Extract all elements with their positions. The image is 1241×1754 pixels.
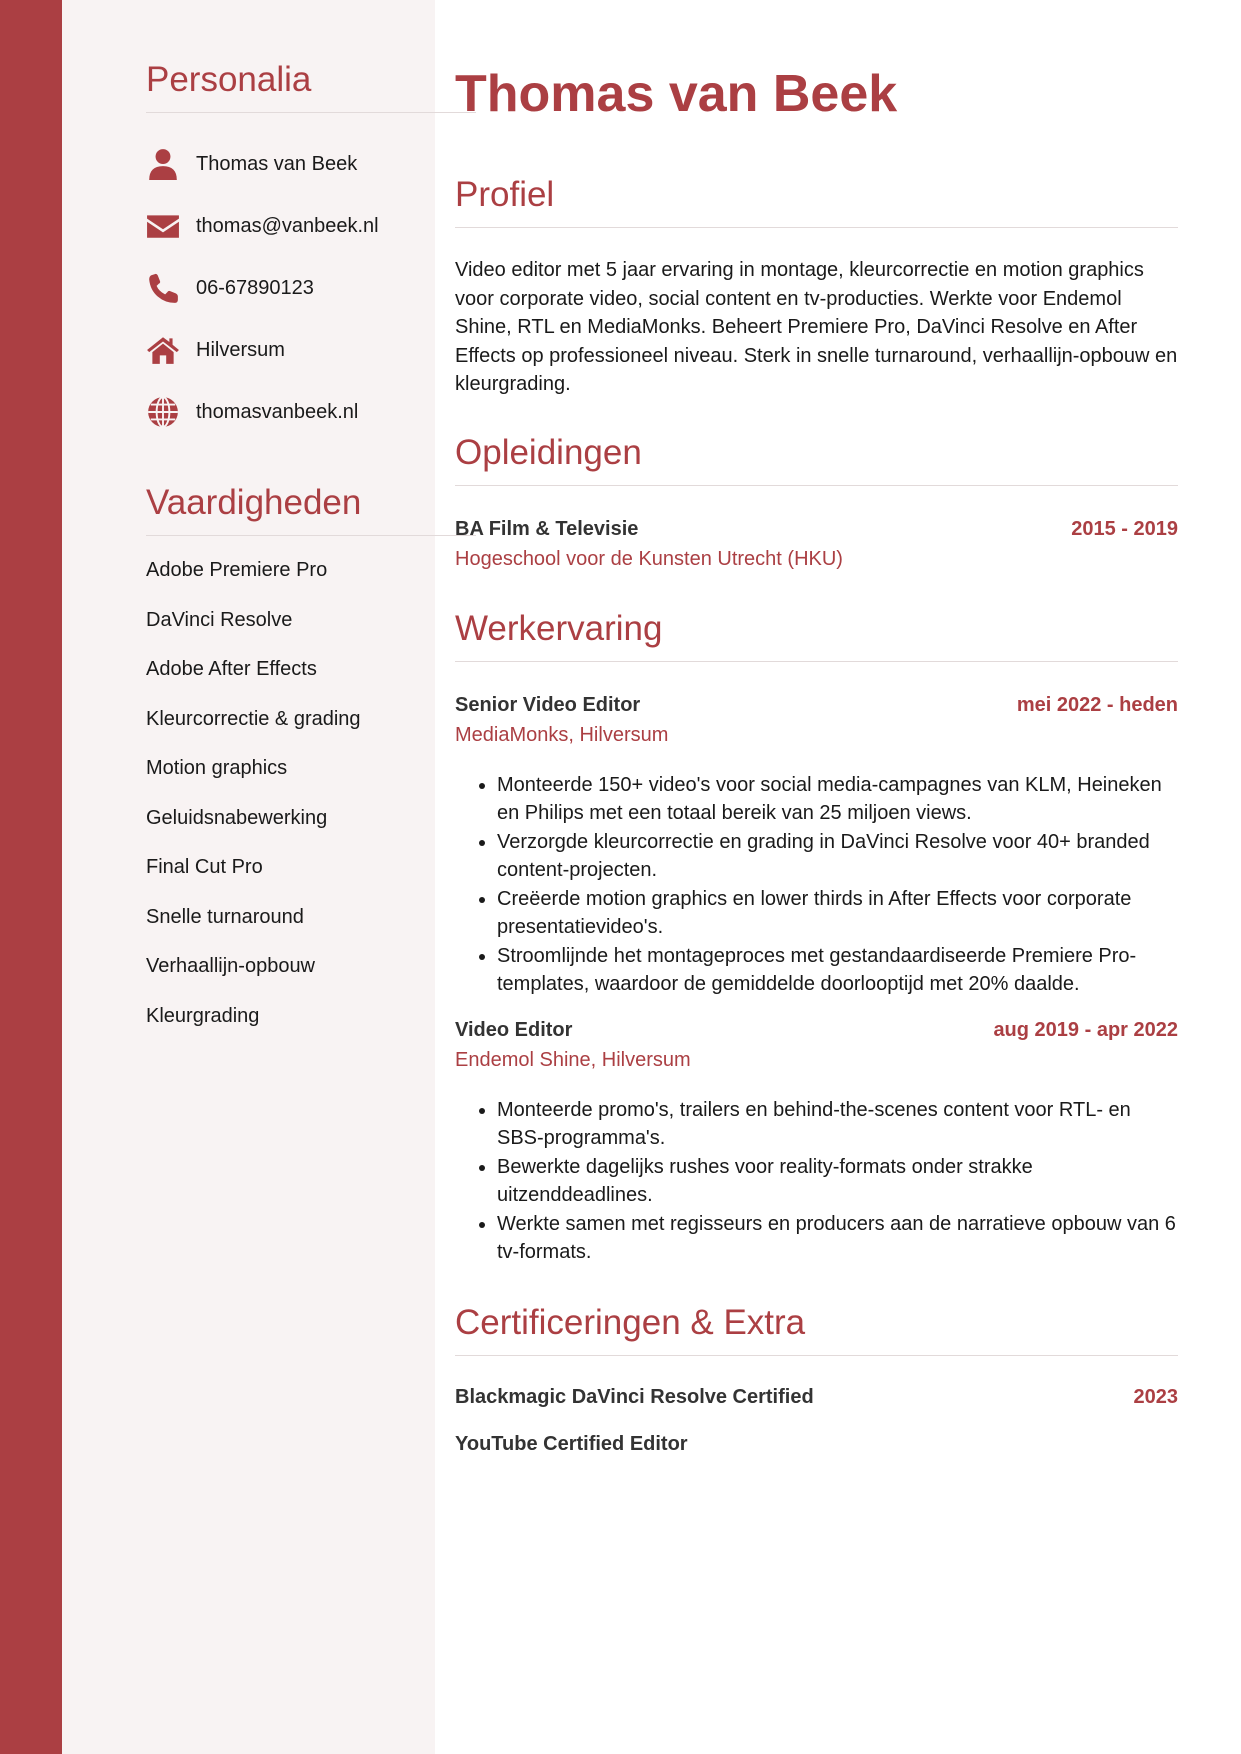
certifications-section bbox=[455, 1303, 1178, 1456]
job-date: mei 2022 - heden bbox=[1016, 693, 1178, 716]
skill-list bbox=[146, 558, 476, 1053]
skill-item: Motion graphics bbox=[146, 757, 288, 779]
certification-entry bbox=[455, 1386, 1178, 1409]
sidebar bbox=[62, 0, 435, 1754]
phone-icon bbox=[146, 271, 180, 305]
person-icon bbox=[146, 147, 180, 181]
education-date: 2015 - 2019 bbox=[1071, 517, 1178, 540]
job-employer: Endemol Shine, Hilversum bbox=[455, 1048, 691, 1071]
job-bullet: • Bewerkte dagelijks rushes voor reality-formats onder strakke uitzenddeadlines. bbox=[497, 1153, 1178, 1210]
education-title: BA Film & Televisie bbox=[455, 517, 639, 540]
work-heading: Werkervaring bbox=[455, 609, 1178, 662]
envelope-icon bbox=[146, 209, 180, 243]
profile-section bbox=[455, 175, 1178, 399]
job-bullets bbox=[455, 1096, 1178, 1267]
certification-title: YouTube Certified Editor bbox=[455, 1432, 688, 1455]
job-bullet: • Verzorgde kleurcorrectie en grading in DaVinci Resolve voor 40+ branded content-projecten. bbox=[497, 828, 1178, 885]
certification-title: Blackmagic DaVinci Resolve Certified bbox=[455, 1385, 814, 1408]
work-section bbox=[455, 609, 1178, 1267]
contact-website bbox=[146, 381, 476, 443]
contact-email-text[interactable]: thomas@vanbeek.nl bbox=[196, 214, 379, 237]
job-employer: MediaMonks, Hilversum bbox=[455, 723, 669, 746]
contact-name-text: Thomas van Beek bbox=[196, 152, 358, 175]
skill-item: Adobe After Effects bbox=[146, 658, 317, 680]
contact-list bbox=[146, 133, 476, 443]
skill-item: Final Cut Pro bbox=[146, 856, 263, 878]
job-entry bbox=[455, 694, 1178, 999]
skill-item: Kleurgrading bbox=[146, 1004, 260, 1027]
education-school: Hogeschool voor de Kunsten Utrecht (HKU) bbox=[455, 547, 843, 570]
certifications-heading: Certificeringen & Extra bbox=[455, 1303, 1178, 1356]
job-entry bbox=[455, 1019, 1178, 1267]
skill-item: Snelle turnaround bbox=[146, 905, 304, 928]
job-bullet: • Stroomlijnde het montageproces met gestandaardiseerde Premiere Pro-templates, waardoor de gemiddelde doorlooptijd met 20% daalde. bbox=[497, 942, 1178, 999]
job-bullet: • Monteerde 150+ video's voor social media-campagnes van KLM, Heineken en Philips met een totaal bereik van 25 miljoen views. bbox=[497, 771, 1178, 828]
job-date: aug 2019 - apr 2022 bbox=[993, 1018, 1178, 1041]
contact-name bbox=[146, 133, 476, 195]
job-bullet: • Creëerde motion graphics en lower thirds in After Effects voor corporate presentatievideo's. bbox=[497, 885, 1178, 942]
main-content bbox=[455, 60, 1178, 1456]
job-title: Video Editor bbox=[455, 1018, 573, 1041]
skill-item: DaVinci Resolve bbox=[146, 608, 293, 631]
personalia-heading: Personalia bbox=[146, 60, 476, 113]
skill-item: Adobe Premiere Pro bbox=[146, 559, 328, 581]
contact-phone-text: 06-67890123 bbox=[196, 276, 314, 299]
candidate-name: Thomas van Beek bbox=[455, 65, 898, 123]
skill-item: Verhaallijn-opbouw bbox=[146, 955, 316, 977]
job-bullets bbox=[455, 771, 1178, 999]
home-icon bbox=[146, 333, 180, 367]
skills-heading: Vaardigheden bbox=[146, 483, 476, 536]
sidebar-content bbox=[146, 60, 476, 1053]
globe-icon bbox=[146, 395, 180, 429]
contact-website-text[interactable]: thomasvanbeek.nl bbox=[196, 400, 359, 423]
job-title: Senior Video Editor bbox=[455, 693, 641, 716]
contact-location bbox=[146, 319, 476, 381]
profile-heading: Profiel bbox=[455, 175, 1178, 228]
contact-phone bbox=[146, 257, 476, 319]
certification-entry bbox=[455, 1433, 1178, 1456]
job-bullet: • Monteerde promo's, trailers en behind-the-scenes content voor RTL- en SBS-programma's. bbox=[497, 1096, 1178, 1153]
accent-stripe bbox=[0, 0, 62, 1754]
contact-email bbox=[146, 195, 476, 257]
skill-item: Kleurcorrectie & grading bbox=[146, 707, 361, 730]
profile-text: Video editor met 5 jaar ervaring in montage, kleurcorrectie en motion graphics voor corporate video, social content en tv-producties. Werkte voor Endemol Shine, RTL en MediaMonks. Beheert Premiere Pro, DaVinci Resolve en After Effects op professioneel niveau. Sterk in snelle turnaround, verhaallijn-opbouw en kleurgrading. bbox=[455, 259, 1178, 396]
contact-location-text: Hilversum bbox=[196, 338, 285, 361]
education-entry bbox=[455, 518, 1178, 571]
education-section bbox=[455, 433, 1178, 571]
skill-item: Geluidsnabewerking bbox=[146, 806, 328, 829]
job-bullet: • Werkte samen met regisseurs en producers aan de narratieve opbouw van 6 tv-formats. bbox=[497, 1210, 1178, 1267]
education-heading: Opleidingen bbox=[455, 433, 1178, 486]
certification-date: 2023 bbox=[1133, 1385, 1178, 1408]
